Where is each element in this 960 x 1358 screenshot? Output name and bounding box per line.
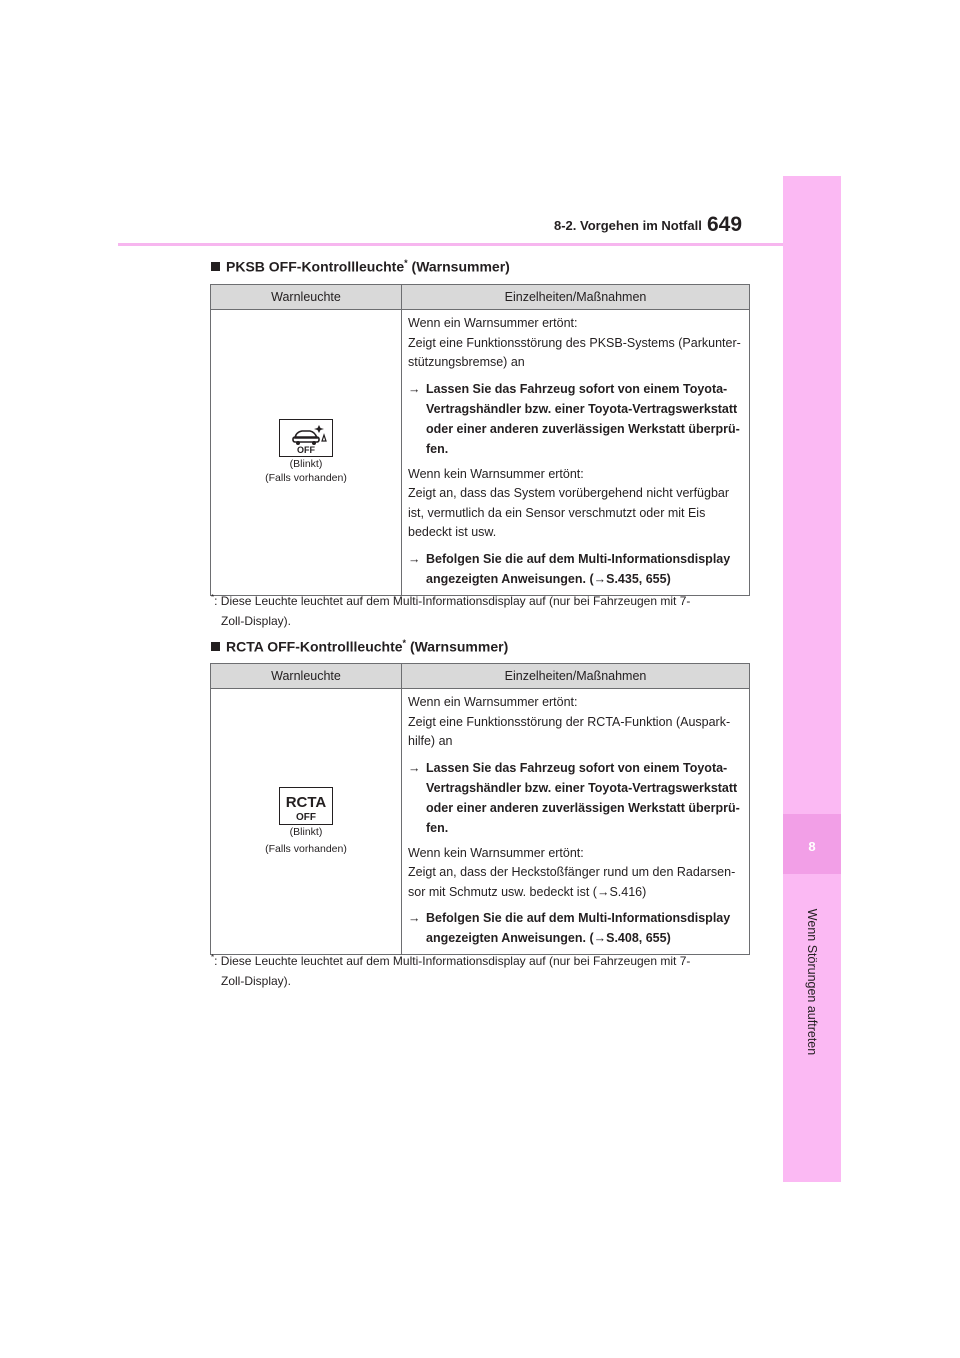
table-header-row — [211, 664, 750, 689]
action-instruction: → Lassen Sie das Fahrzeug sofort von einem Toyota- Vertragshändler bzw. einer Toyota-Vertragswerkstatt oder einer anderen zuverlässigen Werkstatt überprü- fen. — [408, 758, 744, 838]
action-instruction: → Lassen Sie das Fahrzeug sofort von einem Toyota- Vertragshändler bzw. einer Toyota-Vertragswerkstatt oder einer anderen zuverlässigen Werkstatt überprü- fen. — [408, 379, 744, 459]
icon-rcta-label: RCTA — [285, 794, 327, 811]
case-heading: Wenn kein Warnsummer ertönt: — [408, 466, 584, 481]
action-instruction: → Befolgen Sie die auf dem Multi-Informationsdisplay angezeigten Anweisungen. (→S.435, 655) — [408, 549, 744, 589]
details-cell — [402, 689, 750, 955]
lamp-caption-blinkt: (Blinkt) — [289, 458, 323, 471]
icon-off-label: OFF — [297, 445, 315, 456]
chapter-number: 8 — [808, 839, 816, 854]
rcta-warning-table — [210, 663, 750, 955]
description-line: stützungsbremse) an — [408, 355, 525, 369]
section-heading-pksb: PKSB OFF-Kontrollleuchte* (Warnsummer) — [211, 258, 510, 275]
square-bullet-icon — [211, 642, 220, 651]
lamp-cell — [211, 689, 402, 955]
description-line: sor mit Schmutz usw. bedeckt ist (→S.416) — [408, 884, 647, 899]
column-header-lamp: Warnleuchte — [211, 664, 402, 689]
case-heading: Wenn ein Warnsummer ertönt: — [408, 695, 578, 709]
description-line: Zeigt an, dass das System vorübergehend nicht verfügbar — [408, 486, 730, 500]
description-line: ist, vermutlich da ein Sensor verschmutzt oder mit Eis — [408, 505, 706, 520]
footnote-rcta: *: Diese Leuchte leuchtet auf dem Multi-Informationsdisplay auf (nur bei Fahrzeugen mit 7- Zoll-Display). — [211, 953, 691, 988]
header-divider — [118, 243, 783, 246]
column-header-details: Einzelheiten/Maßnahmen — [402, 664, 750, 689]
table-row — [211, 689, 750, 955]
table-header-row — [211, 285, 750, 310]
pksb-off-icon — [279, 419, 333, 457]
chapter-title: Wenn Störungen auftreten — [805, 908, 819, 1056]
description-line: bedeckt ist usw. — [408, 525, 497, 539]
table-row — [211, 310, 750, 596]
arrow-icon: → — [408, 760, 421, 775]
page-number: 649 — [707, 213, 743, 236]
lamp-caption-optional: (Falls vorhanden) — [265, 472, 347, 485]
section-breadcrumb: 8-2. Vorgehen im Notfall — [554, 218, 702, 233]
chapter-number-tab — [783, 814, 841, 874]
description-line: hilfe) an — [408, 734, 453, 748]
pksb-warning-table — [210, 284, 750, 596]
details-cell — [402, 310, 750, 596]
rcta-off-icon — [279, 787, 333, 825]
description-line: Zeigt an, dass der Heckstoßfänger rund um den Radarsen- — [408, 865, 736, 879]
lamp-caption-optional: (Falls vorhanden) — [265, 843, 347, 855]
description-line: Zeigt eine Funktionsstörung des PKSB-Systems (Parkunter- — [408, 335, 741, 350]
square-bullet-icon — [211, 262, 220, 271]
lamp-caption-blinkt: (Blinkt) — [289, 826, 323, 838]
arrow-icon: → — [408, 381, 421, 396]
action-instruction: → Befolgen Sie die auf dem Multi-Informationsdisplay angezeigten Anweisungen. (→S.408, 655) — [408, 908, 744, 948]
arrow-icon: → — [408, 551, 421, 566]
section-heading-rcta: RCTA OFF-Kontrollleuchte* (Warnsummer) — [211, 638, 508, 655]
lamp-cell — [211, 310, 402, 596]
icon-off-label: OFF — [296, 812, 316, 823]
case-heading: Wenn ein Warnsummer ertönt: — [408, 316, 578, 330]
case-heading: Wenn kein Warnsummer ertönt: — [408, 845, 584, 860]
arrow-icon: → — [408, 911, 421, 925]
description-line: Zeigt eine Funktionsstörung der RCTA-Funktion (Auspark- — [408, 714, 731, 729]
footnote-pksb: *: Diese Leuchte leuchtet auf dem Multi-Informationsdisplay auf (nur bei Fahrzeugen mit 7- Zoll-Display). — [211, 593, 691, 628]
column-header-lamp: Warnleuchte — [211, 285, 402, 310]
column-header-details: Einzelheiten/Maßnahmen — [402, 285, 750, 310]
